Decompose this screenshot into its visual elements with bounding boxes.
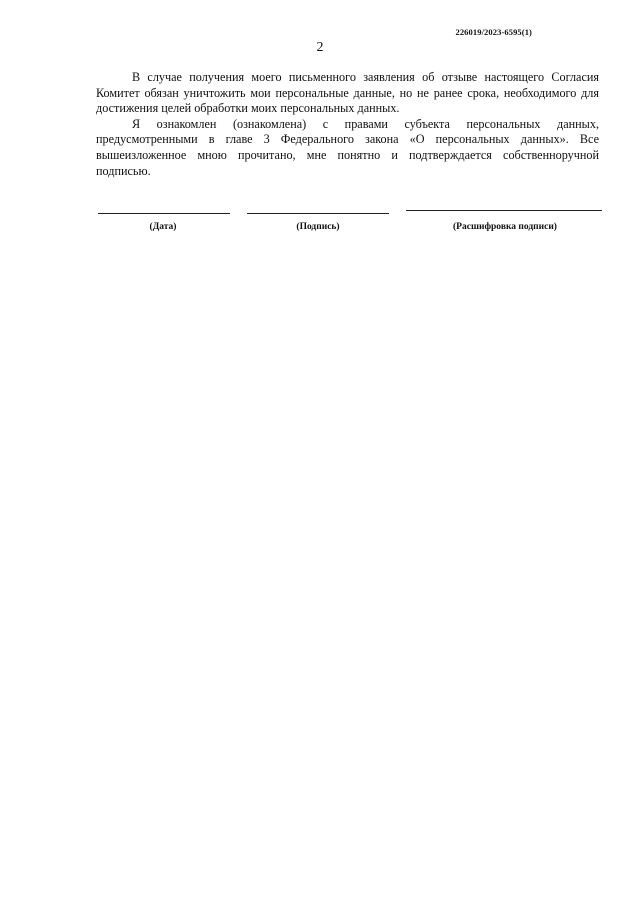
signature-caption: (Подпись) [296, 222, 340, 232]
document-body [96, 70, 599, 179]
signature-decoding-line [406, 210, 602, 211]
paragraph-rights-acknowledgement: Я ознакомлен (ознакомлена) с правами субъекта персональных данных, предусмотренными в главе 3 Федерального закона «О персональных данных». Все вышеизложенное мною прочитано, мне понятно и подтверждается собственноручной подписью. [96, 116, 599, 178]
signature-decoding-caption: (Расшифровка подписи) [453, 222, 557, 232]
date-caption: (Дата) [149, 222, 177, 232]
document-number: 226019/2023-6595(1) [455, 27, 532, 37]
page-number: 2 [316, 40, 324, 55]
signature-line [247, 213, 389, 214]
date-line [98, 213, 230, 214]
paragraph-consent-withdrawal: В случае получения моего письменного заявления об отзыве настоящего Согласия Комитет обязан уничтожить мои персональные данные, но не ранее срока, необходимого для достижения целей обработки моих персональных данных. [96, 70, 599, 116]
